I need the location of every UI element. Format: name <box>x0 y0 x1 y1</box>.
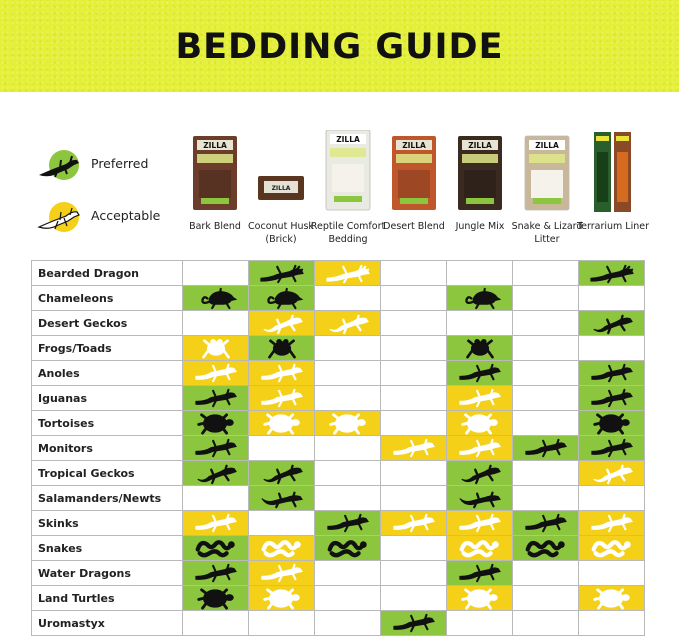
cell-acceptable <box>447 386 513 411</box>
lizard-icon <box>249 386 314 410</box>
gecko-icon <box>183 461 248 485</box>
cell-preferred <box>447 286 513 311</box>
product-package-icon <box>514 130 580 215</box>
cell-preferred <box>249 486 315 511</box>
animal-name: Uromastyx <box>32 611 183 636</box>
bearded-dragon-icon <box>315 261 380 285</box>
cell-empty <box>381 586 447 611</box>
cell-empty <box>315 461 381 486</box>
cell-empty <box>381 561 447 586</box>
cell-preferred <box>447 361 513 386</box>
lizard-icon <box>579 436 644 460</box>
cell-acceptable <box>381 436 447 461</box>
cell-preferred <box>249 461 315 486</box>
cell-empty <box>249 511 315 536</box>
turtle-icon <box>315 411 380 435</box>
chameleon-icon <box>447 286 512 310</box>
animal-name: Tortoises <box>32 411 183 436</box>
cell-preferred <box>579 311 645 336</box>
cell-preferred <box>183 436 249 461</box>
cell-preferred <box>513 511 579 536</box>
cell-preferred <box>183 586 249 611</box>
cell-preferred <box>579 436 645 461</box>
animal-name: Land Turtles <box>32 586 183 611</box>
cell-empty <box>183 311 249 336</box>
cell-preferred <box>183 561 249 586</box>
frog-icon <box>447 336 512 360</box>
lizard-icon <box>249 561 314 585</box>
svg-text:ZILLA: ZILLA <box>402 141 426 150</box>
product-package-icon <box>248 130 314 215</box>
page-title: BEDDING GUIDE <box>175 27 504 67</box>
lizard-icon <box>183 361 248 385</box>
table-row <box>32 361 645 386</box>
cell-empty <box>513 586 579 611</box>
product-package-icon <box>315 130 381 215</box>
lizard-icon <box>315 511 380 535</box>
frog-icon <box>249 336 314 360</box>
cell-empty <box>315 586 381 611</box>
turtle-icon <box>183 411 248 435</box>
product-package-icon <box>381 130 447 215</box>
table-row <box>32 611 645 636</box>
turtle-icon <box>579 411 644 435</box>
lizard-icon <box>447 561 512 585</box>
cell-preferred <box>249 286 315 311</box>
snake-icon <box>579 536 644 560</box>
cell-acceptable <box>579 586 645 611</box>
cell-empty <box>513 561 579 586</box>
cell-preferred <box>579 386 645 411</box>
snake-icon <box>513 536 578 560</box>
product-name: Bark Blend <box>189 221 241 232</box>
cell-empty <box>381 361 447 386</box>
product-bark-blend <box>182 130 248 260</box>
cell-empty <box>513 611 579 636</box>
turtle-icon <box>579 586 644 610</box>
cell-empty <box>579 336 645 361</box>
cell-empty <box>249 611 315 636</box>
cell-acceptable <box>447 436 513 461</box>
cell-empty <box>513 461 579 486</box>
cell-empty <box>447 311 513 336</box>
lizard-icon <box>447 361 512 385</box>
gecko-icon <box>249 311 314 335</box>
cell-acceptable <box>381 511 447 536</box>
cell-empty <box>315 486 381 511</box>
cell-preferred <box>183 461 249 486</box>
product-name: Coconut Husk (Brick) <box>248 221 314 245</box>
svg-text:ZILLA: ZILLA <box>336 135 360 144</box>
lizard-icon <box>447 511 512 535</box>
bearded-dragon-icon <box>249 261 314 285</box>
snake-icon <box>447 536 512 560</box>
cell-preferred <box>249 261 315 286</box>
cell-empty <box>183 261 249 286</box>
animal-name: Water Dragons <box>32 561 183 586</box>
cell-acceptable <box>249 361 315 386</box>
cell-preferred <box>513 436 579 461</box>
table-row <box>32 461 645 486</box>
cell-preferred <box>183 286 249 311</box>
cell-empty <box>381 536 447 561</box>
cell-empty <box>579 486 645 511</box>
snake-icon <box>249 536 314 560</box>
cell-empty <box>513 411 579 436</box>
turtle-icon <box>183 586 248 610</box>
cell-preferred <box>447 336 513 361</box>
legend-preferred-label: Preferred <box>91 156 149 171</box>
animal-name: Desert Geckos <box>32 311 183 336</box>
salamander-icon <box>249 486 314 510</box>
cell-empty <box>381 261 447 286</box>
cell-empty <box>381 286 447 311</box>
cell-acceptable <box>183 511 249 536</box>
cell-empty <box>249 436 315 461</box>
cell-empty <box>579 611 645 636</box>
lizard-icon <box>579 511 644 535</box>
frog-icon <box>183 336 248 360</box>
animal-name: Chameleons <box>32 286 183 311</box>
product-reptile-comfort-bedding <box>310 130 386 260</box>
cell-acceptable <box>447 536 513 561</box>
lizard-icon <box>183 436 248 460</box>
lizard-icon <box>579 386 644 410</box>
cell-empty <box>315 286 381 311</box>
cell-empty <box>513 286 579 311</box>
animal-name: Bearded Dragon <box>32 261 183 286</box>
product-package-icon <box>447 130 513 215</box>
lizard-icon <box>183 511 248 535</box>
cell-empty <box>381 461 447 486</box>
table-row <box>32 311 645 336</box>
salamander-icon <box>447 486 512 510</box>
cell-empty <box>315 561 381 586</box>
table-row <box>32 486 645 511</box>
cell-empty <box>315 436 381 461</box>
cell-empty <box>381 486 447 511</box>
chameleon-icon <box>249 286 314 310</box>
cell-empty <box>381 311 447 336</box>
gecko-icon <box>579 461 644 485</box>
cell-acceptable <box>315 261 381 286</box>
cell-empty <box>513 361 579 386</box>
svg-text:ZILLA: ZILLA <box>468 141 492 150</box>
cell-preferred <box>315 511 381 536</box>
legend-acceptable-label: Acceptable <box>91 208 161 223</box>
cell-empty <box>513 311 579 336</box>
product-desert-blend <box>381 130 447 260</box>
lizard-outline-icon <box>36 199 82 235</box>
cell-acceptable <box>315 311 381 336</box>
cell-empty <box>315 611 381 636</box>
turtle-icon <box>447 586 512 610</box>
cell-acceptable <box>249 386 315 411</box>
snake-icon <box>183 536 248 560</box>
table-row <box>32 536 645 561</box>
product-name: Desert Blend <box>383 221 445 232</box>
product-terrarium-liner <box>576 130 650 260</box>
cell-acceptable <box>447 511 513 536</box>
bedding-table <box>31 260 645 636</box>
cell-empty <box>381 411 447 436</box>
legend-acceptable <box>36 199 176 235</box>
product-name: Terrarium Liner <box>576 221 650 232</box>
cell-acceptable <box>447 411 513 436</box>
animal-name: Skinks <box>32 511 183 536</box>
animal-name: Snakes <box>32 536 183 561</box>
cell-preferred <box>249 336 315 361</box>
table-row <box>32 511 645 536</box>
animal-name: Salamanders/Newts <box>32 486 183 511</box>
table-row <box>32 561 645 586</box>
brand-logo: ZILLA <box>271 185 291 192</box>
header-banner <box>0 0 679 92</box>
table-row <box>32 386 645 411</box>
cell-preferred <box>579 411 645 436</box>
cell-acceptable <box>579 536 645 561</box>
snake-icon <box>315 536 380 560</box>
lizard-icon <box>579 361 644 385</box>
table-row <box>32 286 645 311</box>
product-package-icon <box>182 130 248 215</box>
cell-acceptable <box>447 586 513 611</box>
product-name: Reptile Comfort Bedding <box>310 221 386 245</box>
animal-name: Anoles <box>32 361 183 386</box>
gecko-icon <box>579 311 644 335</box>
cell-empty <box>579 286 645 311</box>
gecko-icon <box>447 461 512 485</box>
svg-text:ZILLA: ZILLA <box>203 141 227 150</box>
gecko-icon <box>315 311 380 335</box>
product-package-icon <box>580 130 646 215</box>
turtle-icon <box>249 411 314 435</box>
lizard-icon <box>447 386 512 410</box>
table-row <box>32 411 645 436</box>
table-row <box>32 336 645 361</box>
lizard-icon <box>381 511 446 535</box>
product-name: Snake & Lizard Litter <box>511 221 583 245</box>
cell-acceptable <box>249 311 315 336</box>
svg-text:ZILLA: ZILLA <box>535 141 559 150</box>
animal-name: Frogs/Toads <box>32 336 183 361</box>
cell-preferred <box>447 561 513 586</box>
lizard-icon <box>183 386 248 410</box>
animal-name: Monitors <box>32 436 183 461</box>
lizard-icon <box>249 361 314 385</box>
cell-empty <box>513 386 579 411</box>
cell-preferred <box>579 261 645 286</box>
chameleon-icon <box>183 286 248 310</box>
cell-empty <box>513 336 579 361</box>
cell-empty <box>315 336 381 361</box>
cell-empty <box>381 386 447 411</box>
cell-empty <box>315 361 381 386</box>
cell-acceptable <box>183 361 249 386</box>
cell-preferred <box>315 536 381 561</box>
cell-preferred <box>183 536 249 561</box>
cell-empty <box>183 611 249 636</box>
cell-empty <box>381 336 447 361</box>
cell-empty <box>315 386 381 411</box>
cell-acceptable <box>249 586 315 611</box>
animal-name: Iguanas <box>32 386 183 411</box>
turtle-icon <box>249 586 314 610</box>
lizard-icon <box>447 436 512 460</box>
product-coconut-husk-brick <box>248 130 314 260</box>
cell-preferred <box>381 611 447 636</box>
cell-acceptable <box>579 511 645 536</box>
cell-empty <box>183 486 249 511</box>
table-row <box>32 261 645 286</box>
cell-acceptable <box>249 561 315 586</box>
cell-preferred <box>447 486 513 511</box>
cell-empty <box>513 261 579 286</box>
cell-preferred <box>579 361 645 386</box>
lizard-icon <box>381 611 446 635</box>
cell-preferred <box>513 536 579 561</box>
product-name: Jungle Mix <box>455 221 505 232</box>
cell-empty <box>447 261 513 286</box>
cell-empty <box>579 561 645 586</box>
cell-acceptable <box>183 336 249 361</box>
product-snake-lizard-litter <box>511 130 583 260</box>
lizard-icon <box>381 436 446 460</box>
cell-acceptable <box>579 461 645 486</box>
table-row <box>32 586 645 611</box>
cell-acceptable <box>249 536 315 561</box>
cell-acceptable <box>249 411 315 436</box>
cell-empty <box>447 611 513 636</box>
lizard-icon <box>183 561 248 585</box>
gecko-icon <box>249 461 314 485</box>
cell-preferred <box>183 386 249 411</box>
legend-preferred <box>36 147 176 183</box>
cell-preferred <box>447 461 513 486</box>
turtle-icon <box>447 411 512 435</box>
bearded-dragon-icon <box>579 261 644 285</box>
cell-acceptable <box>315 411 381 436</box>
product-jungle-mix <box>447 130 513 260</box>
table-row <box>32 436 645 461</box>
cell-empty <box>513 486 579 511</box>
cell-preferred <box>183 411 249 436</box>
lizard-icon <box>36 147 82 183</box>
lizard-icon <box>513 511 578 535</box>
animal-name: Tropical Geckos <box>32 461 183 486</box>
lizard-icon <box>513 436 578 460</box>
